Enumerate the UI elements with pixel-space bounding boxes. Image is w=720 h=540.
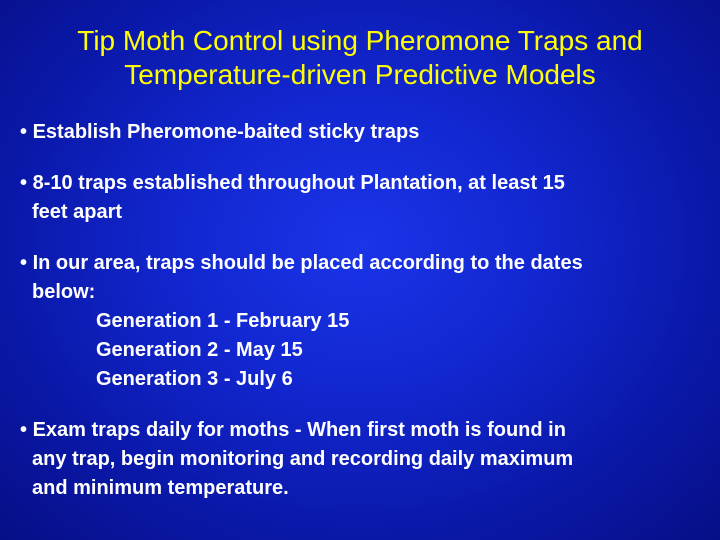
- bullet-marker: •: [20, 252, 28, 274]
- bullet-line: [20, 416, 700, 445]
- bullet-line-continued: and minimum temperature.: [32, 477, 289, 499]
- bullet-text: 8-10 traps established throughout Plantation, at least 15: [32, 172, 565, 194]
- bullet-marker: •: [20, 419, 28, 441]
- bullet-item: [20, 249, 700, 394]
- bullet-line: [20, 249, 700, 278]
- bullet-line: [20, 169, 700, 198]
- generation-date-line: Generation 2 - May 15: [96, 339, 303, 361]
- slide-title-line-1: Tip Moth Control using Pheromone Traps and: [77, 25, 643, 56]
- bullet-item: [20, 118, 700, 147]
- generation-date-line: Generation 1 - February 15: [96, 310, 350, 332]
- slide-title: [0, 24, 720, 92]
- bullet-item: [20, 416, 700, 503]
- bullet-text: Establish Pheromone-baited sticky traps: [32, 121, 420, 143]
- bullet-item: [20, 169, 700, 227]
- bullet-line-continued: feet apart: [32, 201, 123, 223]
- bullet-marker: •: [20, 121, 28, 143]
- generation-date-line: Generation 3 - July 6: [96, 368, 293, 390]
- bullet-line: [20, 118, 700, 147]
- bullet-line-continued: any trap, begin monitoring and recording daily maximum: [32, 448, 574, 470]
- bullet-text: In our area, traps should be placed according to the dates: [32, 252, 583, 274]
- slide-body: [20, 118, 700, 503]
- bullet-line-continued: below:: [32, 281, 96, 303]
- bullet-marker: •: [20, 172, 28, 194]
- bullet-text: Exam traps daily for moths - When first moth is found in: [32, 419, 566, 441]
- slide-title-line-2: Temperature-driven Predictive Models: [124, 59, 596, 90]
